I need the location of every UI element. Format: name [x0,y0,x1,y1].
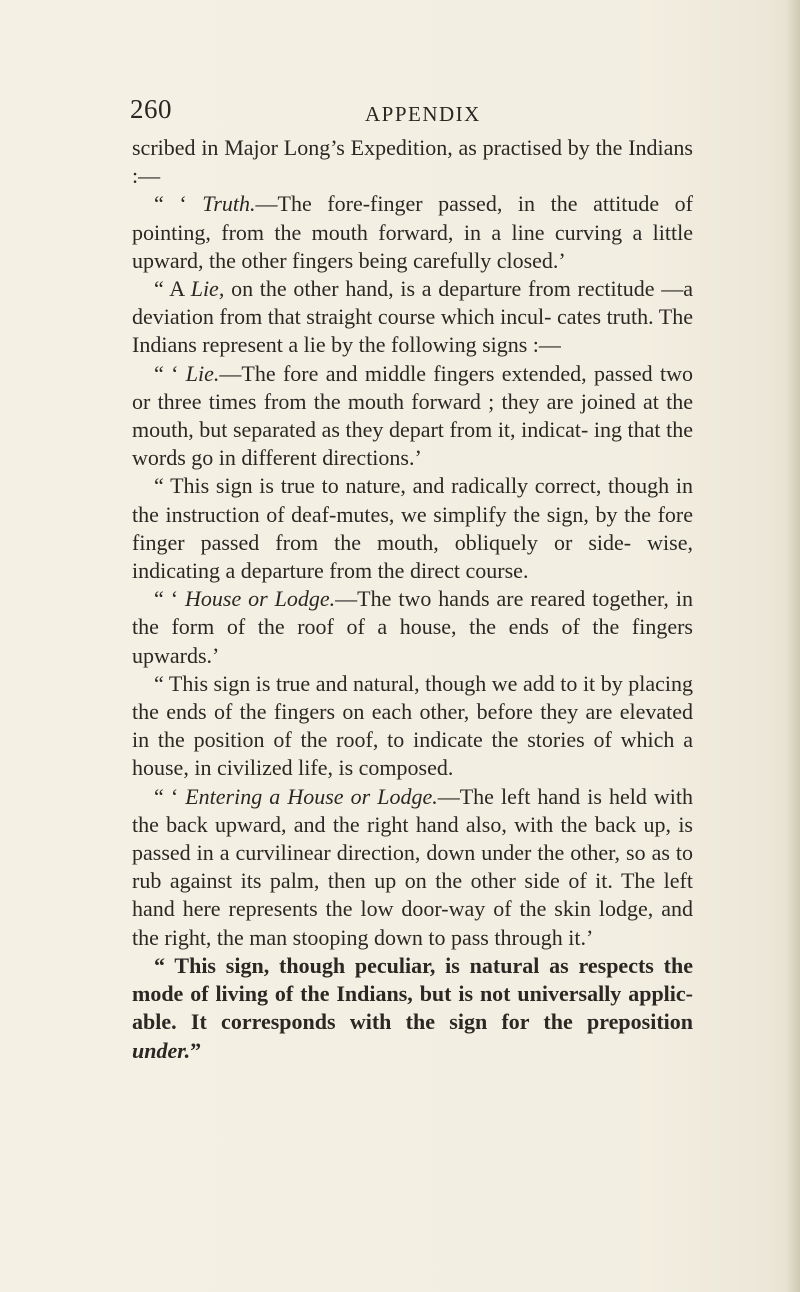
running-head: APPENDIX [365,102,481,126]
paragraph-truth-quote [132,190,693,275]
paragraph-continuation [132,134,693,190]
text-run: “ This sign is true to nature, and radically correct, though in the instruction of deaf-mutes, we simplify the sign, by the fore finger passed from the mouth, obliquely or side- wise, indicating a departure from the direct course. [132,473,693,584]
body-text [132,134,693,1065]
paragraph-lie-comment [132,472,693,585]
sign-term-house: House or Lodge. [185,586,336,612]
sign-term-lie: Lie, [190,276,225,302]
text-run: “ ‘ [154,360,186,386]
sign-term-entering: Entering a House or Lodge. [185,783,438,809]
sign-term-truth: Truth. [202,191,256,217]
paragraph-lie-quote [132,360,693,473]
page-edge-shadow [786,0,800,1292]
text-run: on the other hand, is a departure from rectitude —a deviation from that straight course which incul- cates truth. The Indians represent a lie by the following signs :— [132,276,693,358]
text-run: “ A [154,276,191,302]
text-run: “ ‘ [154,783,186,809]
text-run: —The fore-finger passed, in the attitude of pointing, from the mouth forward, in a line curving a little upward, the other fingers being carefully closed.’ [132,191,694,273]
word-under: under. [132,1037,191,1063]
text-run: scribed in Major Long’s Expedition, as practised by the Indians :— [132,135,693,189]
text-run: “ This sign is true and natural, though we add to it by placing the ends of the fingers on each other, before they are elevated in the position of the roof, to indicate the stories of which a house, in civilized life, is composed. [132,670,693,781]
paragraph-entering-quote [132,783,693,952]
text-run: “ ‘ [154,586,185,612]
paragraph-lie-intro [132,275,693,360]
paragraph-house-comment [132,670,693,783]
text-run: —The left hand is held with the back upward, and the right hand also, with the back up, is passed in a curvilinear direction, down under the other, so as to rub against its palm, then up on the other side of it. The left hand here represents the low door-way of the skin lodge, and the right, the man stooping down to pass through it.’ [132,783,693,950]
text-run: “ This sign, though peculiar, is natural as respects the mode of living of the Indians, but is not universally applic- able. It corresponds with the sign for the preposition [132,952,693,1035]
text-run: —The fore and middle fingers extended, passed two or three times from the mouth forward ; they are joined at the mouth, but separated as they depart from it, indicat- ing that the words go in different directions.’ [132,360,694,471]
sign-term-lie-heading: Lie. [185,360,220,386]
page-number: 260 [130,94,172,124]
page-header [130,94,690,130]
text-run: “ ‘ [154,191,203,217]
text-run: ” [190,1037,202,1063]
text-run: —The two hands are reared together, in the form of the roof of a house, the ends of the fingers upwards.’ [132,586,693,668]
paragraph-entering-comment [132,952,693,1065]
paragraph-house-quote [132,585,693,670]
